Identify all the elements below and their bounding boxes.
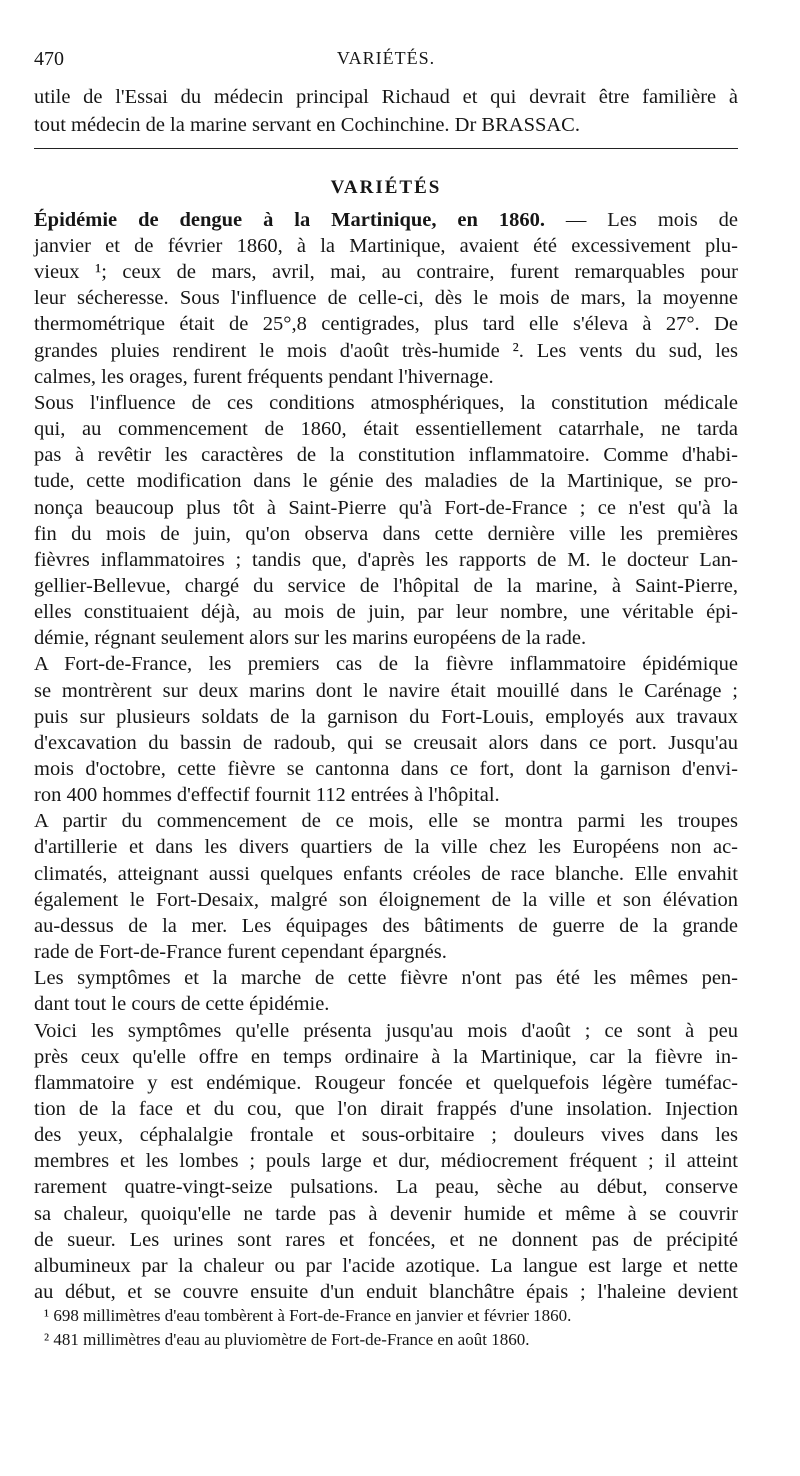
text-line: grandes pluies rendirent le mois d'août très-humide ². Les vents du sud, les: [34, 339, 738, 362]
text-line: sa chaleur, quoiqu'elle ne tarde pas à devenir humide et même à se couvrir: [34, 1202, 738, 1225]
text-line: rarement quatre-vingt-seize pulsations. La peau, sèche au début, conserve: [34, 1176, 738, 1199]
text-line: Les symptômes et la marche de cette fièvre n'ont pas été les mêmes pen-: [34, 967, 738, 990]
text-line: Sous l'influence de ces conditions atmosphériques, la constitution médicale: [34, 391, 738, 414]
text-line: albumineux par la chaleur ou par l'acide azotique. La langue est large et nette: [34, 1254, 738, 1277]
text-line: se montrèrent sur deux marins dont le navire était mouillé dans le Carénage ;: [34, 679, 738, 702]
text-line: thermométrique était de 25°,8 centigrades, plus tard elle s'éleva à 27°. De: [34, 313, 738, 336]
text-line: A Fort-de-France, les premiers cas de la fièvre inflammatoire épidémique: [34, 653, 738, 676]
text-line: rade de Fort-de-France furent cependant épargnés.: [34, 941, 447, 963]
text-line: également le Fort-Desaix, malgré son éloignement de la ville et son élévation: [34, 888, 738, 911]
text-line: calmes, les orages, furent fréquents pendant l'hivernage.: [34, 365, 494, 388]
page-number: 470: [34, 48, 64, 70]
text-line: de sueur. Les urines sont rares et foncées, et ne donnent pas de précipité: [34, 1228, 738, 1251]
footnote: ² 481 millimètres d'eau au pluviomètre de Fort-de-France en août 1860.: [44, 1330, 530, 1349]
text-line: climatés, atteignant aussi quelques enfants créoles de race blanche. Elle envahit: [34, 862, 738, 885]
text-line: au-dessus de la mer. Les équipages des bâtiments de guerre de la grande: [34, 914, 738, 937]
text-line: d'excavation du bassin de radoub, qui se creusait alors dans ce port. Jusqu'au: [34, 731, 738, 754]
running-title: VARIÉTÉS.: [336, 48, 436, 68]
text-line: A partir du commencement de ce mois, elle se montra parmi les troupes: [34, 810, 738, 833]
section-title: VARIÉTÉS: [330, 177, 442, 198]
text-line: fièvres inflammatoires ; tandis que, d'après les rapports de M. le docteur Lan-: [34, 548, 738, 571]
text-line: d'artillerie et dans les divers quartiers de la ville chez les Européens non ac-: [34, 836, 738, 859]
text-line: qui, au commencement de 1860, était essentiellement catarrhale, ne tarda: [34, 418, 738, 440]
article-title: Épidémie de dengue à la Martinique, en 1860.: [34, 209, 545, 231]
text-line: ron 400 hommes d'effectif fournit 112 entrées à l'hôpital.: [34, 784, 500, 807]
text-line: utile de l'Essai du médecin principal Richaud et qui devrait être familière à: [34, 86, 738, 108]
text-line: dant tout le cours de cette épidémie.: [34, 993, 330, 1016]
text-line: gellier-Bellevue, chargé du service de l'hôpital de la marine, à Saint-Pierre,: [34, 575, 738, 597]
footnote: ¹ 698 millimètres d'eau tombèrent à Fort-de-France en janvier et février 1860.: [44, 1306, 572, 1325]
text-line: pas à revêtir les caractères de la constitution inflammatoire. Comme d'habi-: [34, 444, 738, 467]
text-line: nonça beaucoup plus tôt à Saint-Pierre qu'à Fort-de-France ; ce n'est qu'à la: [34, 496, 738, 519]
text-line: mois d'octobre, cette fièvre se cantonna dans ce fort, dont la garnison d'envi-: [34, 758, 738, 780]
text-line: elles constituaient déjà, au mois de juin, par leur nombre, une véritable épi-: [34, 601, 738, 624]
text-line: près ceux qu'elle offre en temps ordinaire à la Martinique, car la fièvre in-: [34, 1045, 738, 1068]
text-line: janvier et de février 1860, à la Martinique, avaient été excessivement plu-: [34, 235, 738, 257]
text-line: tout médecin de la marine servant en Cochinchine. Dr BRASSAC.: [34, 114, 580, 136]
section-divider: [34, 148, 738, 149]
text-line: flammatoire y est endémique. Rougeur foncée et quelquefois légère tuméfac-: [34, 1071, 738, 1094]
text-line: des yeux, céphalalgie frontale et sous-orbitaire ; douleurs vives dans les: [34, 1124, 738, 1147]
text-line: Voici les symptômes qu'elle présenta jusqu'au mois d'août ; ce sont à peu: [34, 1019, 738, 1042]
page-header: [34, 48, 738, 72]
article-first-line: [34, 207, 738, 233]
text-line: membres et les lombes ; pouls large et dur, médiocrement fréquent ; il atteint: [34, 1150, 738, 1173]
article-first-line-text: — Les mois de: [544, 209, 738, 231]
text-line: fin du mois de juin, qu'on observa dans cette dernière ville les premières: [34, 522, 738, 545]
text-line: tion de la face et du cou, que l'on dirait frappés d'une insolation. Injection: [34, 1097, 738, 1120]
section-heading: [34, 174, 738, 200]
text-line: puis sur plusieurs soldats de la garnison du Fort-Louis, employés aux travaux: [34, 705, 738, 728]
text-line: au début, et se couvre ensuite d'un enduit blanchâtre épais ; l'haleine devient: [34, 1281, 738, 1303]
text-line: vieux ¹; ceux de mars, avril, mai, au contraire, furent remarquables pour: [34, 261, 738, 284]
text-line: démie, régnant seulement alors sur les marins européens de la rade.: [34, 627, 587, 650]
text-line: tude, cette modification dans le génie des maladies de la Martinique, se pro-: [34, 470, 738, 493]
text-line: leur sécheresse. Sous l'influence de celle-ci, dès le mois de mars, la moyenne: [34, 287, 738, 310]
